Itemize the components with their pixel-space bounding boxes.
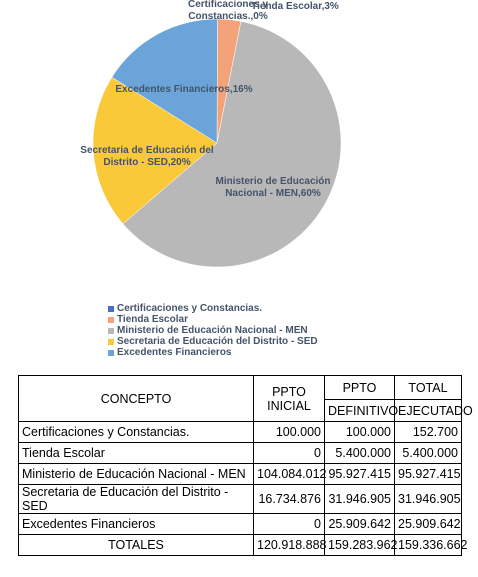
table-row: [19, 422, 462, 443]
header-ppto-inicial: PPTO INICIAL: [254, 376, 325, 422]
slice-value-label: Secretaria de Educación del Distrito - SED,20%: [80, 145, 214, 168]
cell-definitivo: 31.946.905: [325, 485, 395, 514]
legend-item: [108, 314, 318, 325]
cell-ejecutado: 95.927.415: [395, 464, 462, 485]
cell-ejecutado: 5.400.000: [395, 443, 462, 464]
totals-row: [19, 535, 462, 556]
cell-concepto: Certificaciones y Constancias.: [19, 422, 254, 443]
legend-label: Excedentes Financieros: [117, 347, 232, 358]
slice-value-label: Tienda Escolar,3%: [251, 1, 339, 12]
legend-swatch: [108, 350, 114, 356]
cell-inicial: 0: [254, 443, 325, 464]
legend-item: [108, 303, 318, 314]
cell-definitivo: 100.000: [325, 422, 395, 443]
cell-concepto: Excedentes Financieros: [19, 514, 254, 535]
legend-swatch: [108, 306, 114, 312]
legend-item: [108, 325, 318, 336]
cell-inicial: 104.084.012: [254, 464, 325, 485]
totals-label: TOTALES: [19, 535, 254, 556]
cell-ejecutado: 31.946.905: [395, 485, 462, 514]
table-row: [19, 485, 462, 514]
legend-swatch: [108, 328, 114, 334]
cell-inicial: 0: [254, 514, 325, 535]
cell-definitivo: 5.400.000: [325, 443, 395, 464]
cell-concepto: Ministerio de Educación Nacional - MEN: [19, 464, 254, 485]
cell-inicial: 16.734.876: [254, 485, 325, 514]
cell-definitivo: 95.927.415: [325, 464, 395, 485]
budget-table: [18, 375, 473, 556]
header-concepto: CONCEPTO: [19, 376, 254, 422]
legend-label: Certificaciones y Constancias.: [117, 303, 263, 314]
cell-definitivo: 25.909.642: [325, 514, 395, 535]
legend-label: Secretaria de Educación del Distrito - SED: [117, 336, 318, 347]
header-total: TOTAL: [395, 376, 462, 400]
cell-concepto: Secretaria de Educación del Distrito - SED: [19, 485, 254, 514]
legend-swatch: [108, 339, 114, 345]
legend-item: [108, 347, 318, 358]
chart-legend: [108, 303, 318, 358]
header-definitivo: DEFINITIVO: [325, 400, 395, 422]
totals-inicial: 120.918.888: [254, 535, 325, 556]
slice-value-label: Excedentes Financieros,16%: [115, 84, 253, 95]
slice-value-label: Certificaciones y Constancias.,0%: [187, 0, 269, 22]
slice-value-label: Ministerio de Educación Nacional - MEN,60%: [215, 176, 331, 199]
cell-concepto: Tienda Escolar: [19, 443, 254, 464]
legend-label: Tienda Escolar: [117, 314, 188, 325]
legend-item: [108, 336, 318, 347]
table-row: [19, 443, 462, 464]
header-ppto: PPTO: [325, 376, 395, 400]
totals-definitivo: 159.283.962: [325, 535, 395, 556]
cell-ejecutado: 25.909.642: [395, 514, 462, 535]
cell-inicial: 100.000: [254, 422, 325, 443]
table-row: [19, 514, 462, 535]
cell-ejecutado: 152.700: [395, 422, 462, 443]
table-row: [19, 464, 462, 485]
totals-ejecutado: 159.336.662: [395, 535, 462, 556]
legend-label: Ministerio de Educación Nacional - MEN: [117, 325, 308, 336]
legend-swatch: [108, 317, 114, 323]
header-ejecutado: EJECUTADO: [395, 400, 462, 422]
